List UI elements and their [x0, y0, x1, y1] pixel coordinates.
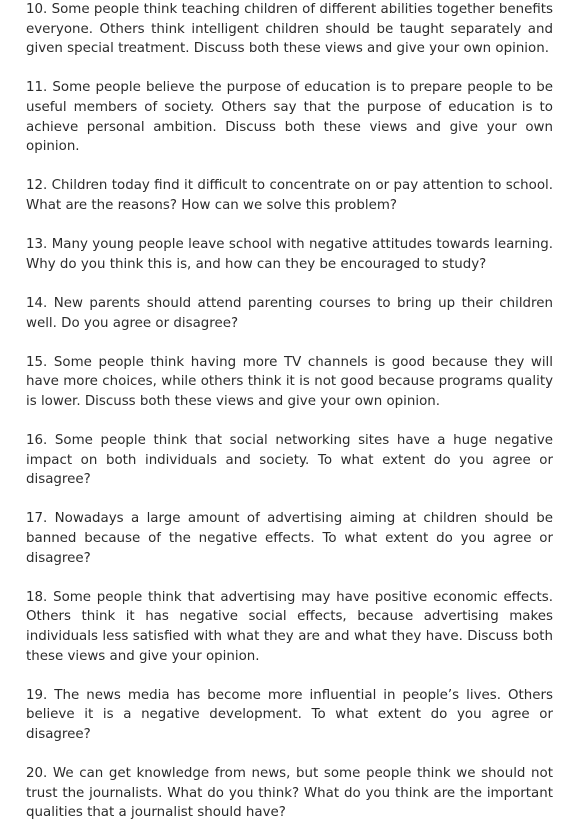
question-17: 17. Nowadays a large amount of advertising aiming at children should be banned because of the negative effects. To what extent do you agree or disagree?	[26, 511, 553, 566]
question-11: 11. Some people believe the purpose of education is to prepare people to be useful members of society. Others say that the purpose of education is to achieve personal ambition. Discuss both these views and give your own opinion.	[26, 80, 553, 155]
question-15: 15. Some people think having more TV channels is good because they will have more choices, while others think it is not good because programs quality is lower. Discuss both these views and give your own opinion.	[26, 354, 553, 409]
question-13: 13. Many young people leave school with negative attitudes towards learning. Why do you think this is, and how can they be encouraged to study?	[26, 237, 553, 272]
question-10: 10. Some people think teaching children of different abilities together benefits everyone. Others think intelligent children should be taught separately and given special treatment. Discuss both these views and give your own opinion.	[26, 2, 553, 57]
question-list	[26, 0, 553, 823]
question-18: 18. Some people think that advertising may have positive economic effects. Others think it has negative social effects, because advertising makes individuals less satisfied with what they are and what they have. Discuss both these views and give your opinion.	[26, 589, 553, 664]
question-14: 14. New parents should attend parenting courses to bring up their children well. Do you agree or disagree?	[26, 295, 553, 331]
question-19: 19. The news media has become more influential in people’s lives. Others believe it is a negative development. To what extent do you agree or disagree?	[26, 687, 553, 742]
question-16: 16. Some people think that social networking sites have a huge negative impact on both individuals and society. To what extent do you agree or disagree?	[26, 433, 553, 488]
question-12: 12. Children today find it difficult to concentrate on or pay attention to school. What are the reasons? How can we solve this problem?	[26, 178, 553, 213]
question-20: 20. We can get knowledge from news, but some people think we should not trust the journalists. What do you think? What do you think are the important qualities that a journalist should have?	[26, 766, 553, 821]
